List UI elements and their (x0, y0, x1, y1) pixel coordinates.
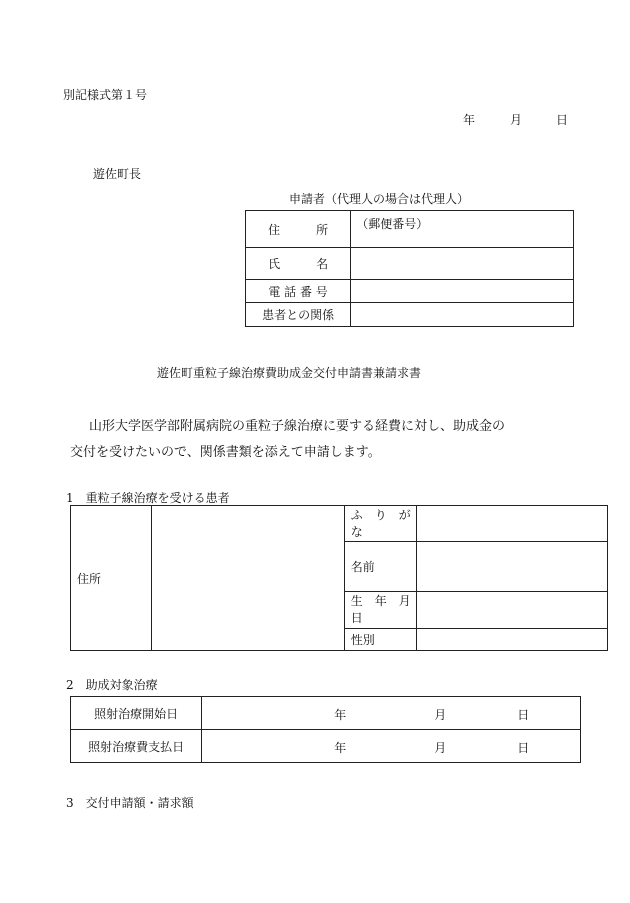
payment-date-field[interactable] (202, 730, 581, 763)
treatment-start-date-field[interactable] (202, 697, 581, 730)
name-label-cell (246, 248, 351, 280)
payment-date-label: 照射治療費支払日 (88, 739, 185, 754)
applicant-heading: 申請者（代理人の場合は代理人） (289, 192, 470, 206)
patient-name-label: 名前 (350, 560, 375, 574)
phone-label: 電 話 番 号 (268, 284, 328, 299)
body-text-line-2: 交付を受けたいので、関係書類を添えて申請します。 (70, 445, 381, 460)
payment-date-label-cell (71, 730, 202, 763)
phone-field[interactable] (351, 280, 574, 303)
form-number: 別記様式第１号 (63, 88, 148, 102)
treatment-start-label-cell (71, 697, 202, 730)
patient-address-label-cell (71, 506, 152, 651)
relation-label: 患者との関係 (262, 308, 335, 322)
section2-heading: 2 助成対象治療 (66, 678, 158, 692)
sex-label-cell (344, 629, 416, 651)
date-day-label: 日 (556, 113, 569, 127)
phone-label-cell (246, 280, 351, 303)
treatment-start-month: 月 (434, 708, 447, 722)
applicant-name-label: 氏 名 (268, 257, 329, 271)
sex-label: 性別 (350, 633, 375, 647)
treatment-table (70, 696, 581, 763)
patient-address-field[interactable] (151, 506, 344, 651)
address-label-cell (246, 211, 351, 248)
section3-heading: 3 交付申請額・請求額 (66, 796, 194, 810)
applicant-table (245, 210, 574, 327)
address-field[interactable] (351, 211, 574, 248)
sex-field[interactable] (416, 629, 607, 651)
relation-label-cell (246, 303, 351, 327)
payment-month: 月 (434, 741, 447, 755)
section1-heading: 1 重粒子線治療を受ける患者 (66, 491, 230, 505)
postal-code-label: （郵便番号） (356, 217, 429, 231)
patient-address-label: 住所 (77, 571, 102, 586)
payment-year: 年 (334, 741, 347, 755)
treatment-start-year: 年 (334, 708, 347, 722)
date-month-label: 月 (510, 113, 523, 127)
treatment-start-day: 日 (517, 708, 530, 722)
address-label: 住 所 (268, 222, 329, 237)
addressee: 遊佐町長 (93, 167, 142, 181)
payment-day: 日 (517, 741, 530, 755)
furigana-field[interactable] (416, 506, 607, 542)
birthdate-label-line2: 日 (350, 611, 363, 625)
birthdate-label-cell (344, 592, 416, 629)
birthdate-label-line1: 生 年 月 (350, 594, 411, 608)
furigana-label-line1: ふ り が (350, 507, 411, 522)
applicant-name-field[interactable] (351, 248, 574, 280)
treatment-start-label: 照射治療開始日 (94, 706, 179, 721)
date-year-label: 年 (463, 113, 476, 127)
document-title: 遊佐町重粒子線治療費助成金交付申請書兼請求書 (157, 366, 422, 380)
birthdate-field[interactable] (416, 592, 607, 629)
body-text-line-1: 山形大学医学部附属病院の重粒子線治療に要する経費に対し、助成金の (89, 419, 506, 434)
patient-name-field[interactable] (416, 542, 607, 592)
relation-field[interactable] (351, 303, 574, 327)
furigana-label-line2: な (350, 524, 363, 539)
furigana-label-cell (344, 506, 416, 542)
patient-name-label-cell (344, 542, 416, 592)
patient-table (70, 505, 608, 651)
